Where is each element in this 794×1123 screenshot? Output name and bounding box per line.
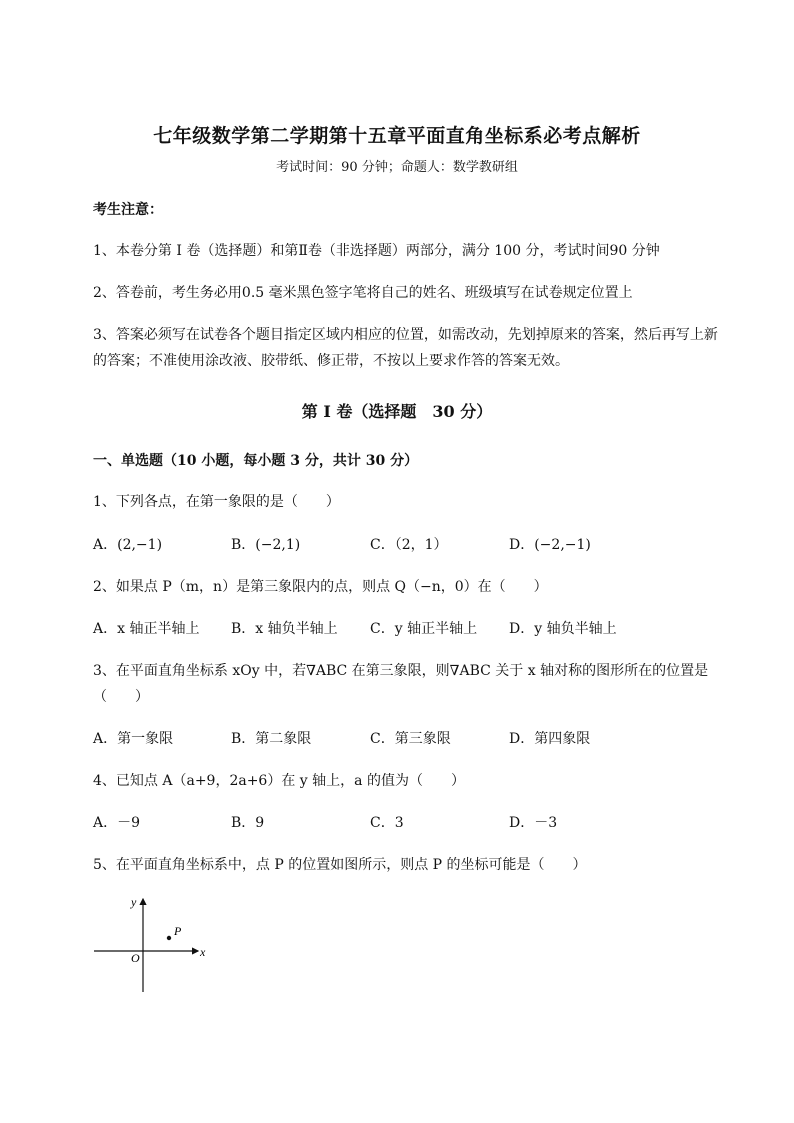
notice-item-1: 1、本卷分第 I 卷（选择题）和第Ⅱ卷（非选择题）两部分，满分 100 分，考试时间90 分钟 <box>93 243 660 259</box>
question-2-option-b: B．x 轴负半轴上 <box>231 621 338 637</box>
question-5-stem: 5、在平面直角坐标系中，点 P 的位置如图所示，则点 P 的坐标可能是（ ） <box>93 857 587 873</box>
point-p <box>167 936 171 940</box>
notice-item-2: 2、答卷前，考生务必用0.5 毫米黑色签字笔将自己的姓名、班级填写在试卷规定位置上 <box>93 285 633 301</box>
question-1-option-d: D．(−2,−1) <box>509 537 591 553</box>
question-4-option-d: D．－3 <box>509 815 558 831</box>
origin-label: O <box>131 951 140 965</box>
page-subtitle: 考试时间：90 分钟；命题人：数学教研组 <box>276 160 518 175</box>
question-4-option-a: A．－9 <box>93 815 141 831</box>
question-3-option-c: C．第三象限 <box>370 731 451 747</box>
question-1-option-b: B．(−2,1) <box>231 537 301 553</box>
page-title: 七年级数学第二学期第十五章平面直角坐标系必考点解析 <box>153 125 641 147</box>
notice-item-3: 3、答案必须写在试卷各个题目指定区域内相应的位置，如需改动，先划掉原来的答案，然后再写上新 <box>93 327 718 343</box>
question-1-stem: 1、下列各点，在第一象限的是（ ） <box>93 494 340 510</box>
notice-item-3-cont: 的答案；不准使用涂改液、胶带纸、修正带，不按以上要求作答的答案无效。 <box>93 353 569 369</box>
question-4-option-c: C．3 <box>370 815 404 831</box>
coordinate-figure <box>90 892 220 997</box>
question-4-option-b: B．9 <box>231 815 265 831</box>
point-p-label: P <box>174 924 182 938</box>
section-title: 第 I 卷（选择题 30 分） <box>301 402 493 421</box>
question-2-option-a: A．x 轴正半轴上 <box>93 621 200 637</box>
question-1-option-a: A．(2,−1) <box>93 537 163 553</box>
question-1-option-c: C．（2，1） <box>370 537 448 553</box>
y-axis-label: y <box>131 895 137 909</box>
question-3-stem-cont: （ ） <box>93 689 149 705</box>
x-axis-label: x <box>200 945 206 959</box>
question-4-stem: 4、已知点 A（a+9，2a+6）在 y 轴上，a 的值为（ ） <box>93 773 465 789</box>
part-heading: 一、单选题（10 小题，每小题 3 分，共计 30 分） <box>93 453 419 469</box>
question-3-option-b: B．第二象限 <box>231 731 312 747</box>
notice-heading: 考生注意： <box>93 202 163 218</box>
question-3-option-a: A．第一象限 <box>93 731 174 747</box>
question-3-stem: 3、在平面直角坐标系 xOy 中，若∇ABC 在第三象限，则∇ABC 关于 x 轴对称的图形所在的位置是 <box>93 663 709 679</box>
question-2-option-d: D．y 轴负半轴上 <box>509 621 617 637</box>
question-2-stem: 2、如果点 P（m，n）是第三象限内的点，则点 Q（−n，0）在（ ） <box>93 579 548 595</box>
question-3-option-d: D．第四象限 <box>509 731 591 747</box>
question-2-option-c: C．y 轴正半轴上 <box>370 621 478 637</box>
